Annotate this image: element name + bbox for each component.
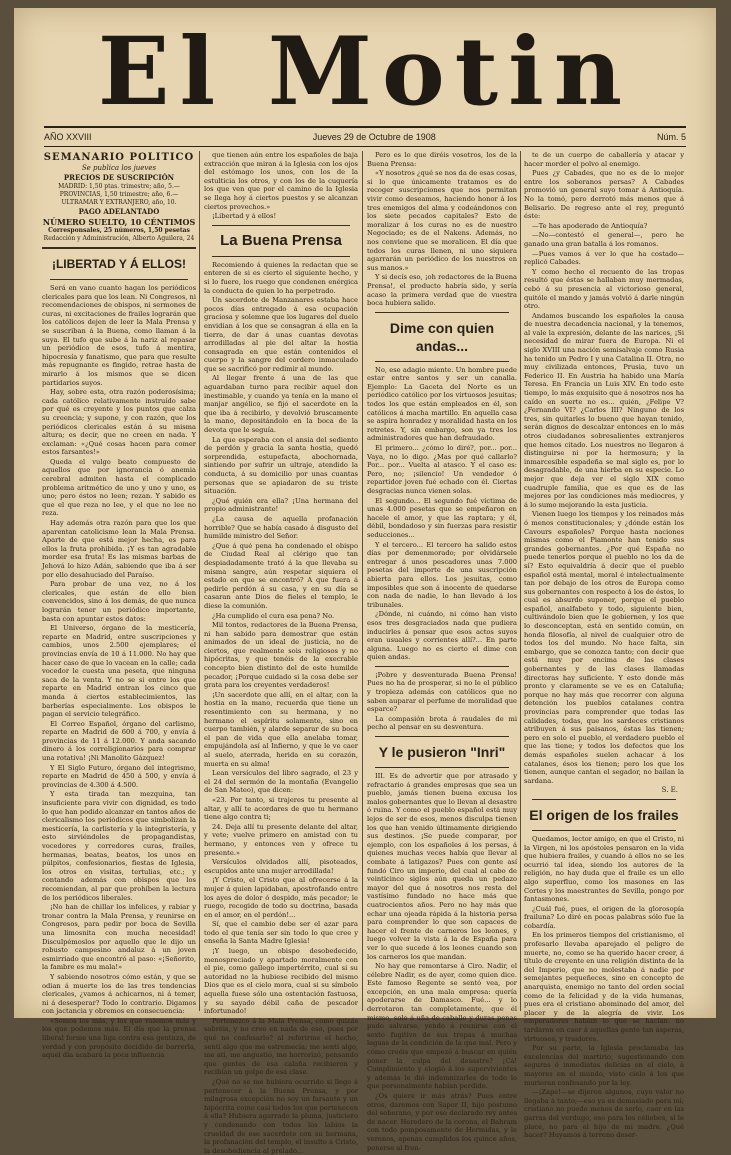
- article-continuation: [204, 151, 358, 221]
- article-body: [367, 772, 517, 1152]
- paragraph: ¡No han de chillar los infelices, y rabiar y tronar contra la Mala Prensa, y reunirse en Congresos, para pedir por boca de Sevilla una limosnita con mucha necesidad! Disculpémoslos por aquello que le dijo un robusto campesino andaluz á un joven esmirriado que encontró al paso: «¡Señorito, la fambre es mu mala!»: [42, 903, 196, 972]
- paragraph: Pertenezco á la Mala Prensa, como quizás sabréis, y no creo en nada de eso, pues por qué no confesarlo? al referirme el hecho, sentí algo que me estremecía; me sentí algo, me atí, me angustió, me horrorizó, pensando que gentes de esa calaña recibieron y recibían un golpe de esa clase.: [204, 1016, 358, 1077]
- article-continuation: [367, 151, 517, 308]
- date-bar: [44, 126, 686, 147]
- paragraph: Y si decís eso, ¡oh redactores de la Buena Prensa!, el producto habría sido, y sería acaso la primera verdad que de vuestra boca hubiera salido.: [367, 273, 517, 308]
- paragraph: ¿La causa de aquella profanación horrible? Que se había casado á disgusto del humilde ministro del Señor.: [204, 514, 358, 541]
- paragraph: te de un cuerpo de caballería y atacar y hacer morder el polvo al enemigo.: [524, 151, 684, 168]
- article-headline: Dime con quien andas...: [389, 319, 495, 354]
- paragraph: 24. Deja allí tu presente delante del altar, y vete; vuelve primero en amistad con tu hermano, y entonces ven y ofrece tu presente.»: [204, 822, 358, 857]
- column-2: [204, 151, 358, 1155]
- paragraph: «23. Por tanto, si trajeres tu presente al altar, y allí te acordares de que tu hermano tiene algo contra ti;: [204, 795, 358, 822]
- paragraph: III. Es de advertir que por atrasado y refractario á grandes empresas que sea un pueblo, jamás tienen buena excusa los malos gobernantes que lo llevan al desastre ó ruina. Y como el pueblo español está muy lejos de ser de esos, menos disculpa tienen los que han venido últimamente dirigiendo sus destinos. ¡Se puede comparar, por ejemplo, con los españoles á los persas, á quienes muchas veces había que llevar al combate á latigazos? Pues con gente así fundó Ciro un imperio, del cual al cabo de veinticinco siglos aún queda un pedazo mayor del que á nosotros nos resta del vastísimo fundado no hace más que cuatrocientos años. Pero no hay más que echar una ojeada rápida á la historia persa para comprender lo que son capaces de hacer el frente de carneros los leones, y luego volver la vista á la de España para ver lo que sucede á los leones cuando son los carneros los que mandan.: [367, 772, 517, 961]
- divider: [375, 666, 509, 667]
- paragraph: Queda el vulgo beato compuesto de aquellos que por ignorancia ó anemia cerebral admiten hasta el complicado problema aritmético de uno y uno y uno, es uno; pero éstos no leen; rezan. Y sabido es que el que reza no lee, y el que no lee no reza.: [42, 457, 196, 518]
- newspaper-page: [14, 8, 716, 1155]
- paragraph: ¿Que á qué pena ha condenado el obispo de Ciudad Real al clérigo que tan despiadadamente trató á la que llevaba su misma sangre, aún respetar siquiera el estado en que se encontró? A que fuera á pedirle perdón á su casa, y en su día se casaran ante Dios de fieles el templo, le diese la comunión.: [204, 541, 358, 610]
- paragraph: Vienen luego los tiempos y los reinados más ó menos constitucionales; y ¿dónde están los Cavours españoles? Porque hasta naciones mismas como el Piamonte han tenido sus grandes gobernantes. ¿Por qué España no puede tenerlos porque el pueblo no los da de sí? Esto equivaldría á decir que el pueblo español está mental, moral é intelectualmente tan por debajo de los otros de Europa como sus gobernantes con respecto á los de éstos, lo cual es absurdo suponer, porque el pueblo español, analfabeto y todo, siguiente bien, cultivándolo bien que le gobiernen, y los que lo desconceptan, está en sentido común, en honda filosofía, al nivel de cualquier otro de todos los del mundo. No hace falta, sin embargo, que se conozca tanto; con decir que está muy por encima de las clases gobernantes y de las clases llamadas directoras hay suficiente. Y esto donde más pronto y claramente se ve es en Cataluña; porque no hay más que recorrer con alguna detención los pueblos catalanes contra provincias para comprender que todas las calidades, todas, que los sardeces cristianos atribuyen á sus paisanos, éstas las tienen; pero en solo el pueblo, el verdadero pueblo el que las tiene; y todos los defectos que los demás españoles suelen achacar á los catalanes, ésos los tienen; pero los que los tienen, aunque cantan el segador, no bailan la sardana.: [524, 510, 684, 785]
- paragraph: Al llegar frente á una de las que aguardaban turno para recibir aquel don inestimable, y cuando ya tenía en la mano el manjar angélico, se fijó el sacerdote en la que iba á recibirlo, y devolvió bruscamente la mano, depositándolo en la boca de la devota que le seguía.: [204, 374, 358, 435]
- subscription-box: [42, 151, 196, 243]
- box-pay: PAGO ADELANTADO: [78, 207, 160, 216]
- paragraph: Andamos buscando los españoles la causa de nuestra decadencia nacional, y la tenemos, al vale la expresión, delante de las narices, ¡Si necesidad de mirar fuera de Europa. Ni el siglo XVIII una nación semisalvaje como Rusia ha tenido un Pedro I y una Catalina II. Otra, no muy civilizada entonces, Prusia, tuvo un Federico II. En Austria ha habido una María Teresa. En Francia un Luis XIV. En todo este tiempo, lo más exquisito que á nosotros nos ha caído en suerte no es... quién, ¿Felipe V? ¿Fernando VI? ¿Carlos III? Ninguno de los tres, sin quitarles lo bueno que hayan tenido, serán dignos de descalzar entonces en lo más otros ciudadanos sobresalientes extranjeros que hemos citado. Los nuestros no llegaron á distinguirse ni por la hermosura; y la inmarcesible espadeña se mal siglo es, por lo desagradable, de una hierba en su especie. Lo mejor que deja ver el siglo XIX como cuadruple familia, que es que es de las mejores por las condiciones más mediocres, y á lo sumo mejorando la esta justicia.: [524, 311, 684, 509]
- paragraph: ¡Libertad y á ellos!: [212, 212, 277, 221]
- column-3: [367, 151, 517, 1152]
- paragraph: Quedamos, lector amigo, en que el Cristo, ni la Virgen, ni los apóstoles pensaron en la vida que hubiera frailes, y cuando á ellos no se les ocurrió tal idea, siendo los autores de la religión, no hay duda que el fraile es un ello algo superfluo, como los masones en las Cortes y los maestrantes de Sevilla, pongo por fantasmones.: [524, 834, 684, 904]
- paragraph: Pues ¿y Cabades, que no es de lo mejor entre los soberanos persas? A Cabades promovió un general suyo tomar á Antioquía. No la tomó, pero derrotó más menos que á Belisario. De regreso ante el rey, preguntó éste:: [524, 169, 684, 221]
- paragraph: ¡Y luego, un obispo desobedecido, menospreciado y apartado moralmente con el pie, como gallego impertérrito, cual si su autoridad no la hubiese recibido del mismo Dios que es el cielo mora, cual si su símbolo aquella fuese sólo una ostentación fastuosa, y su sayado débil caña de pescador infortunado!: [204, 947, 358, 1016]
- issue-date: Jueves 29 de Octubre de 1908: [312, 132, 436, 142]
- paragraph: Y El Siglo Futuro, órgano del integrismo, reparte en Madrid de 450 á 500, y envía á provincias de 4.300 á 4.500.: [42, 763, 196, 789]
- paragraph: Y sabiendo nosotros cómo están, y que se odian á muerte los de las tres tendencias clericales, ¿vamos á achicarnos, ni á temer, ni á desesperar? Todo lo contrario. Digamos con jactancia y obremos en consecuencia:: [42, 972, 196, 1016]
- divider: [212, 225, 350, 226]
- paragraph: ¿Ha cumplido el cura esa pena? No.: [212, 611, 335, 620]
- paragraph: El Universo, órgano de la mesticería, reparte en Madrid, entre suscripciones y cambios, unos 2.500 ejemplares; el provincias envía de 10 á 11.000. No hay que hacer caso de que lo vacean en la calle; cada vocedor le cuesta una peseta, que ninguna saca de la venta. Y no se si entre los que reparte en Madrid entran los cinco que manda á ciertos establecimientos, las barberías especialmente. Los obispos le pagan el servicio telegráfico.: [42, 624, 196, 719]
- column-1: [42, 151, 196, 1060]
- article-headline: ¡LIBERTAD Y Á ELLOS!: [51, 257, 186, 271]
- short-note: ¡Pobre y desventurada Buena Prensa! Pues no ha de prosperar, si no le el público y tropieza además con católicos que no saben auparar el perfume de moralidad que esparce?: [367, 670, 517, 714]
- article-headline: Y le pusieron "Inri": [378, 744, 506, 761]
- divider: [532, 830, 676, 831]
- paragraph: ¿Os quiere ir más atrás? Pues entre otros, daremos con Sapor II, hijo póstumo del soberano, y por eso declarado rey antes de nacer. Heredero de la corona, el Bahram con todo pomposamente de Hermidas, y le verenos, apenas cumplidos los quince años, ponerse al fren-: [367, 1092, 517, 1152]
- paragraph: El primero... ¿cómo lo diré?, por... por... Vaya, no lo digo. ¿Mas por qué callarlo? Por... por... Vuelta al atasco. Y el caso es: Pero, no; ¡silencio! Un vendedor ó repartidor joven fué echado con él. Ciertas desgracias nunca vienen solas.: [367, 444, 517, 495]
- paragraph: Para probar de una vez, no á los clericales, que están de ello bien convencidos, sino á los demás, de que nunca lograrán tener un periódico importante, basta con apuntar estos datos:: [42, 580, 196, 623]
- paragraph: —Pues vamos á ver lo que ha costado—replicó Cabades.: [524, 249, 684, 267]
- article-body: [42, 284, 196, 1060]
- box-address: Redacción y Administración, Alberto Aguilera, 24: [43, 235, 195, 242]
- article-body: [524, 835, 684, 1140]
- article-body: [204, 261, 358, 1155]
- paragraph: «Y nosotros ¿qué se nos da de esas cosas, si lo que únicamente tratamos es de recoger suscripciones que nos permitan vivir como deseamos, haciendo honor á los tres enemigos del alma y codeándonos con los siete pecados capitales? Esto de moralizar á los curas no es de nuestro Negociado; es de el Nakens. Además, no nos conviene que se moralicen. El día que todos los curas llenen, ni uno siquiera agarrarán un periódico de los nuestros en sus manos.»: [367, 169, 517, 272]
- box-prices: MADRID: 1,50 ptas. trimestre; año, 5.—PROVINCIAS, 1,50 trimestre; año, 6.—ULTRAMAR Y EXTRANJERO, año, 10.: [58, 183, 180, 206]
- paragraph: ¿Cuál fué, pues, el origen de la glorosopía frailuna? Lo diré en pocas palabras sólo fue la cobardía.: [524, 904, 684, 930]
- divider: [50, 279, 188, 280]
- divider: [375, 312, 509, 313]
- short-note: La compasión brota á raudales de mi pecho al pensar en su desventura.: [367, 714, 517, 732]
- paragraph: Lean versículos del libro sagrado, el 23 y el 24 del sermón de la montaña (Evangelio de San Mateo), que dicen:: [204, 769, 358, 795]
- paragraph: ¡Y Cristo, el Cristo que al ofrecerse á la mujer á quien lapidaban, apostrofando entre los ayes de dolor ó despido, más pecador; le ruego, recogido de todo su doctrina, basada en el amor, en el perdón!...: [204, 876, 358, 919]
- paragraph: que tienen aún entre los españoles de baja extracción que miran á la Iglesia con los ojos del estómago los unos, con los de la estulticia los otros, y con los de la cuquería los que ven que por el camino de la Iglesia se llega hoy á ciertos puestos y se alcanzan ciertos provechos.»: [204, 151, 358, 211]
- paragraph: Sí, que el cambio debe ser el azar para todo el que tenía ser sin todo lo que cree y enseña la Santa Madre Iglesia!: [204, 920, 358, 946]
- paragraph: El segundo... El segundo fué víctima de unas 4.000 pesetas que se empeñaron en hacele el amor, y que las raptara; y él, débil, bondadoso y sin fuerzas para resistir seducciones...: [367, 496, 517, 539]
- paragraph: Y el tercero... El tercero ha salido estos días por demenmorado; por olvidársele entregar á unos pescadores unas 7.000 pesetas del importe de una suscripción abierta para ellos. Los jesuitas, como imposibles que son á inocente de quedarse con nada de nadie, lo han llevado á los tribunales.: [367, 540, 517, 609]
- paragraph: En los primeros tiempos del cristianismo, el profesarlo llevaba aparejado el peligro de muerte, no, como se ha querido hacer creer, á título de creyente en una religión distinta de la del Imperio, que no molestaba á nadie por semejantes pequeñeces, sino en concepto de anarquista, enemigo no tanto del orden social como de la felicidad y de la vida humanas, pues era el cristiano abominado del amor, del placer y de la alegría de vivir. Los emperadores habían lo que se hacían: no tardaron en caer á aquellas gente tan ásperas, virtuosos, y traidores.: [524, 931, 684, 1043]
- article-signature: S. E.: [661, 786, 678, 795]
- paragraph: —Te has apoderado de Antioquía?: [532, 221, 648, 230]
- divider: [42, 247, 196, 249]
- paragraph: Hay además otra razón para que los que aparentan catolicismo lean la Mala Prensa. Aparte de que está mejor hecha, es para ellos la fruta prohibida. ¡Y es tan agradable morder esa fruta! Es las mismas barbas de Jehová lo hizo Adán, sabiendo que iba á ser por ello desahuciado del Paraíso.: [42, 519, 196, 579]
- paragraph: No hay que remontarse á Ciro. Nadir, el célebre Nadir, es de ayer, como quien dice. Este famoso Regente se sentó vea, por excepción, en una mala empresa: quería apoderarse de Damasco. Fué... y lo derrotaron tan completamente, que él mismo, solo á uña de caballo y duras penas pudo salvarse, yendo á reunirse con el sexto fugitivo de sus tropas á muchas leguas de la condición de la que mal. Pero y cómo creéis que empezó á buscar en quién poner la culpa del desastre? ¡Cá! Cumplimiento y elogió á los supervivientes y además le dió indemnizarles de todo lo que personalmente habían perdido.: [367, 962, 517, 1091]
- column-rule: [520, 151, 521, 1011]
- article-body: [367, 366, 517, 662]
- paragraph: «Somos los más, y los que valemos más y los que podemos más. El día que la prensa liberal forme una liga contra esa gentuza, de verdad y con propósito decidido de barrerla, aquel día acabará la poca influencia: [42, 1016, 196, 1060]
- column-rule: [362, 151, 363, 1011]
- paragraph: Será en vano cuanto hagan los periódicos clericales para que los lean. Ni Congresos, ni recomendaciones de obispos, ni sermones de curas, ni excitaciones de frailes lograrán que los católicos dejen de leer la Mala Prensa y se suscriban á la Buena, como llaman á la suya. El tufo que sube á la nariz al repasar un periódico de esos, tufo á mentira, hipocresía y fanatismo, que para que resulte más repugnante es fingido, retrae hasta de mirarlo á los mismos que se dicen partidarios suyos.: [42, 284, 196, 387]
- paragraph: No, ese adagio miente. Un hombre puede estar entre santos y ser un canalla. Ejemplo: La Gaceta del Norte es un periódico católico por los virtuosos jesuitas; todos los que están empleados en él, son católicos á macha martillo. En aquella casa se aspira honradez y moralidad hasta en los retretes. Y, sin embargo, son ya tres los administradores que han defraudado.: [367, 365, 517, 443]
- paragraph: ¿Qué no se me hubiera ocurrido si llego á pertenecer á la Buena Prensa, y por milagrosa excepción no soy un farsante y un hipócrita como casi todos los que pertenecen á ella? Hubiera agarrado la pluma, justiciero y condenando con todos los labios la crueldad de ese sacerdote con su hermana, la profanación del templo, el insulto á Cristo, la desobediencia al prelado...: [204, 1077, 358, 1155]
- divider: [375, 736, 509, 737]
- paragraph: Un sacerdote de Manzanares estaba hace pocos días entregado á esa ocupación graciosa y solemne que los lugares del duelo envidian á los que se consagran á ella en la tierra, de dar á unas cuantas devotas arrodilladas al pie del altar la hostia consagrada en que están contenidos el cuerpo y la sangre del cordero inmaculado que se sacrificó por redimir al mundo.: [204, 296, 358, 373]
- paragraph: Recomiendo á quienes la redactan que se enteren de si es cierto el siguiente hecho, y si lo fuere, los ruego que condenen enérgica la conducta de quien lo ha perpetrado.: [204, 260, 358, 295]
- paragraph: —No—contestó el general—, pero he ganado una gran batalla á los romanos.: [524, 231, 684, 248]
- paragraph: ¿Dónde, ni cuándo, ni cómo han visto esos tres desgraciados nada que pudiera inducirles á pensar que esos actos suyos eran usuales y corrientes allí?... En parte alguna. Luego no es cierto el dime con quien andas.: [367, 610, 517, 662]
- paragraph: —¡Zape!—se dijeron algunos, cuyo valor no llegaba á tanto;—eso ya es demasiado para mí; cristiano no puedo menos de serlo, caer en las garras del verdugo, eso para los céliebes, sí le place, no para el hijo de mi madre. ¿Qué hacer? Huyamos á terreno deser-: [524, 1088, 684, 1140]
- box-correspondents: Corresponsales, 25 números, 1,50 pesetas: [48, 227, 190, 234]
- paragraph: Versículos olvidados allí, pisoteados, escupidos ante una mujer arrodillada!: [204, 858, 358, 875]
- paragraph: ¿Qué quién era ella? ¡Una hermana del propio administrante!: [204, 496, 358, 514]
- article-continuation: [524, 151, 684, 785]
- paragraph: Y como hecho el recuento de las tropas resultó que éstas se hallaban muy mermadas, cebó á su presencia al victorioso general, quitóle el mando y jamás volvió á darle ningún otro.: [524, 267, 684, 311]
- paragraph: Mil tontos, redactores de la Buena Prensa, ni han sabido para demostrar que están animados de un ideal de justicia, no de ciertos, que realmente sois religiosos y no hipócritas, y que tenéis de la execrable concepto bien distinto del de este humilde pecador, ¡Porque cuidado si la cosa debe ser grata para los creyentes verdaderos!: [204, 621, 358, 690]
- article-headline: La Buena Prensa: [220, 231, 342, 249]
- divider: [212, 256, 350, 257]
- divider: [375, 361, 509, 362]
- divider: [375, 767, 509, 768]
- masthead-title: El Motin: [97, 17, 633, 127]
- paragraph: Pero es lo que diréis vosotros, los de la Buena Prensa:: [367, 151, 517, 168]
- divider: [532, 799, 676, 800]
- paragraph: ¡Un sacerdote que allí, en el altar, con la hostia en la mano, recuerda que tiene un resentimiento con su hermana, y no hermano el espíritu solamente, sino en cuerpo también, y alarde separar de su boca el pan de vida que ella anelaba tomar, empujándola así al Infierno, y que le ve caer al suelo, aterrada, herida en su corazón, muerta en su alma!: [204, 690, 358, 768]
- box-title: SEMANARIO POLITICO: [43, 152, 195, 163]
- box-number-price: NÚMERO SUELTO, 10 CÉNTIMOS: [42, 217, 196, 227]
- paragraph: El Correo Español, órgano del carlismo, reparte en Madrid de 600 á 700, y envía á provincias de 11 á 12.000. Y anda sacando dinero á los correligionarios para comprar una rotativa! ¡Ni Manolito Gázquez!: [42, 719, 196, 763]
- box-subtitle: Se publica los jueves: [81, 164, 157, 172]
- article-headline: El origen de los frailes: [529, 806, 679, 823]
- paragraph: Hay, sobre esta, otra razón poderosísima; cada católico relativamente instruído sabe por qué es creyente y los puntos que calza su creencia; y supone, y con razón, que los periódicos clericales están á su misma altura; es decir, que no creen en nada. Y exclaman: «¿Qué cosas hacen para comer estos farsantes!»: [42, 388, 196, 457]
- box-prices-title: PRECIOS DE SUSCRIPCIÓN: [63, 173, 175, 182]
- paragraph: Y esta tirada tan mezquina, tan insuficiente para vivir con dignidad, es todo lo que han podido alcanzar en tantos años de clericalismo los periódicos que simbolizan la mesticería, la carlistería y la integristería, y esto sirviéndoles de propagandistas, vocedores y corredores curas, frailes, hermanas, beatas, beatos, los unos en púlpitos, confesionarios, fiestas de Iglesia, los otros en visitas, tertulias, etc.; y contando además con obispos que los recomiendan, al par que prohíben la lectura de los periódicos liberales.: [42, 790, 196, 902]
- issue-year: AÑO XXVIII: [44, 132, 92, 142]
- column-rule: [199, 151, 200, 1011]
- issue-number: Núm. 5: [656, 132, 686, 142]
- paragraph: Por su parte, la Iglesia proclamaba las excelencias del martirio, sugestionando con seguras é inmediatas delicias en el cielo, á mayores en el mundo, visto cielo á los que murieran confesando por la ley.: [524, 1044, 684, 1087]
- column-4: [524, 151, 684, 1140]
- paragraph: La que esperaba con el ansia del sediento de perdón y gracia la santa hostia, quedó sorprendida, estupefacta, abochornada, sintiendo por sufrir un ultraje, atendido la conducta, á su domicilio por unas cuantas personas que se apiadaron de su triste situación.: [204, 435, 358, 496]
